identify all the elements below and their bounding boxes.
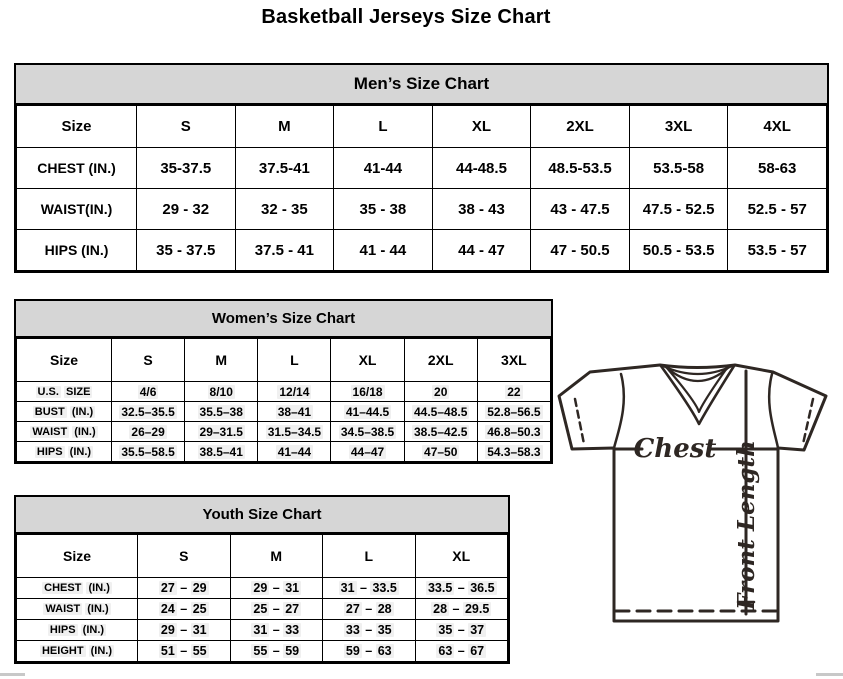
value-token: HIPS (49, 624, 76, 636)
value-token: 25 (192, 602, 207, 616)
value-cell: 29 – 31 (138, 620, 231, 641)
value-token: 55 (253, 644, 268, 658)
value-cell (331, 402, 404, 422)
value-cell (112, 422, 185, 442)
value-token: 26–29 (131, 424, 165, 439)
row-label (17, 620, 138, 641)
value-cell (477, 382, 550, 402)
value-cell: 47.5 - 52.5 (629, 189, 728, 230)
value-cell: 41-44 (334, 148, 433, 189)
value-cell: 35-37.5 (137, 148, 236, 189)
youth-size-chart (14, 495, 510, 664)
value-cell (331, 442, 404, 462)
value-cell (404, 422, 477, 442)
value-token: 38.5–41 (199, 444, 243, 459)
value-token: 31 (192, 623, 207, 637)
column-header: 3XL (629, 106, 728, 148)
value-token: 33.5 (427, 581, 453, 595)
column-header: Size (17, 106, 137, 148)
value-token: U.S. (37, 385, 59, 398)
value-cell (185, 422, 258, 442)
value-token: (IN.) (69, 445, 92, 458)
value-token: 33 (345, 623, 360, 637)
row-label: HIPS (IN.) (17, 230, 137, 271)
value-cell: 35 - 37.5 (137, 230, 236, 271)
mens-size-chart (14, 63, 829, 273)
value-cell: 53.5 - 57 (728, 230, 827, 271)
value-cell (112, 402, 185, 422)
value-token: 20 (434, 384, 448, 399)
value-cell (112, 442, 185, 462)
value-cell: 33.5 – 36.5 (415, 578, 508, 599)
value-token: 35 (438, 623, 453, 637)
value-token: 25 (253, 602, 268, 616)
value-cell (258, 402, 331, 422)
column-header: L (258, 339, 331, 382)
value-cell: 63 – 67 (415, 641, 508, 662)
value-token: 8/10 (209, 384, 233, 399)
value-token: 37 (470, 623, 485, 637)
value-token: (IN.) (90, 645, 112, 657)
row-label (17, 578, 138, 599)
row-label (17, 402, 112, 422)
value-cell: 35 - 38 (334, 189, 433, 230)
value-token: 28 (433, 602, 448, 616)
value-token: 4/6 (139, 384, 157, 399)
value-cell: 53.5-58 (629, 148, 728, 189)
value-cell (258, 442, 331, 462)
value-token: CHEST (44, 582, 82, 594)
value-cell: 31 – 33 (230, 620, 323, 641)
column-header: 4XL (728, 106, 827, 148)
value-token: 33.5 (372, 581, 397, 595)
value-token: 63 (438, 644, 453, 658)
column-header: Size (17, 339, 112, 382)
left-cuff-dashed-line (575, 399, 584, 444)
value-cell: 27 – 29 (138, 578, 231, 599)
womens-chart-table (16, 338, 551, 462)
value-cell: 58-63 (728, 148, 827, 189)
value-token: HIPS (36, 445, 63, 458)
value-token: WAIST (45, 603, 81, 615)
table-row (17, 422, 551, 442)
value-cell (185, 382, 258, 402)
value-token: (IN.) (74, 425, 96, 438)
value-token: 32.5–35.5 (121, 404, 175, 419)
value-token: 29 (253, 581, 268, 595)
value-cell: 55 – 59 (230, 641, 323, 662)
value-cell: 50.5 - 53.5 (629, 230, 728, 271)
value-token: 59 (345, 644, 360, 658)
value-cell: 29 – 31 (230, 578, 323, 599)
value-cell (404, 442, 477, 462)
value-token: (IN.) (88, 582, 110, 594)
right-armhole-seam (769, 374, 778, 448)
value-token: 38–41 (277, 404, 312, 419)
value-token: WAIST (32, 425, 68, 438)
table-row (17, 641, 508, 662)
column-header: 2XL (531, 106, 630, 148)
column-header: XL (415, 535, 508, 578)
jersey-measurement-diagram (557, 362, 843, 628)
youth-chart-title: Youth Size Chart (16, 497, 508, 534)
table-row (17, 148, 827, 189)
value-token: 36.5 (470, 581, 495, 595)
column-header: M (235, 106, 334, 148)
value-token: 35.5–58.5 (121, 444, 175, 459)
value-token: 27 (160, 581, 175, 595)
column-header: M (230, 535, 323, 578)
youth-chart-table (16, 534, 508, 662)
value-token: 41–44.5 (345, 404, 390, 419)
column-header: M (185, 339, 258, 382)
value-cell (185, 402, 258, 422)
value-token: 63 (377, 644, 392, 658)
value-cell (404, 382, 477, 402)
value-cell (185, 442, 258, 462)
value-token: 34.5–38.5 (340, 424, 395, 439)
row-label: CHEST (IN.) (17, 148, 137, 189)
value-token: 22 (507, 384, 521, 399)
value-cell: 59 – 63 (323, 641, 416, 662)
value-token: 35.5–38 (199, 404, 243, 419)
value-cell: 29 - 32 (137, 189, 236, 230)
column-header: XL (331, 339, 404, 382)
value-token: 31.5–34.5 (267, 424, 322, 439)
table-row (17, 578, 508, 599)
row-label (17, 641, 138, 662)
value-cell: 44 - 47 (432, 230, 531, 271)
value-token: 31 (285, 581, 300, 595)
row-label: WAIST(IN.) (17, 189, 137, 230)
value-token: 27 (345, 602, 360, 616)
column-header: L (334, 106, 433, 148)
value-cell: 37.5-41 (235, 148, 334, 189)
value-cell: 44-48.5 (432, 148, 531, 189)
row-label (17, 599, 138, 620)
value-cell (331, 422, 404, 442)
row-label (17, 382, 112, 402)
scrollbar-fragment-left[interactable] (0, 673, 25, 676)
value-cell: 33 – 35 (323, 620, 416, 641)
womens-size-chart (14, 299, 553, 464)
value-token: 52.8–56.5 (487, 404, 541, 419)
value-token: (IN.) (87, 603, 109, 615)
value-cell: 41 - 44 (334, 230, 433, 271)
value-cell: 27 – 28 (323, 599, 416, 620)
value-cell (258, 382, 331, 402)
value-token: 27 (285, 602, 300, 616)
men-grid (16, 105, 827, 271)
value-cell: 43 - 47.5 (531, 189, 630, 230)
value-token: 47–50 (424, 444, 458, 459)
column-header: XL (432, 106, 531, 148)
value-token: 28 (377, 602, 392, 616)
value-token: 29 (192, 581, 207, 595)
value-cell: 38 - 43 (432, 189, 531, 230)
mens-chart-title: Men’s Size Chart (16, 65, 827, 105)
value-cell: 32 - 35 (235, 189, 334, 230)
value-token: 31 (253, 623, 268, 637)
value-token: 29 (160, 623, 175, 637)
value-token: 44–47 (350, 444, 385, 459)
value-token: 67 (470, 644, 485, 658)
table-row (17, 442, 551, 462)
scrollbar-fragment-right[interactable] (816, 673, 843, 676)
value-token: 29–31.5 (199, 424, 243, 439)
value-token: 46.8–50.3 (487, 424, 541, 439)
column-header: L (323, 535, 416, 578)
value-token: 55 (192, 644, 207, 658)
table-row (17, 189, 827, 230)
value-cell (112, 382, 185, 402)
table-row (17, 382, 551, 402)
column-header: S (138, 535, 231, 578)
value-cell (477, 442, 550, 462)
left-armhole-seam (614, 374, 624, 448)
value-cell (477, 422, 550, 442)
value-cell: 35 – 37 (415, 620, 508, 641)
value-token: 33 (285, 623, 300, 637)
womens-chart-title: Women’s Size Chart (16, 301, 551, 338)
women-grid (16, 338, 551, 462)
value-cell (404, 402, 477, 422)
table-row (17, 599, 508, 620)
value-cell: 25 – 27 (230, 599, 323, 620)
jersey-outline-path (559, 365, 826, 621)
value-token: 44.5–48.5 (414, 404, 468, 419)
value-cell (258, 422, 331, 442)
value-cell: 28 – 29.5 (415, 599, 508, 620)
table-row (17, 230, 827, 271)
table-row (17, 620, 508, 641)
value-cell (477, 402, 550, 422)
youth-grid (16, 534, 508, 662)
value-token: 51 (160, 644, 175, 658)
value-token: 24 (160, 602, 175, 616)
column-header: 2XL (404, 339, 477, 382)
chest-label: Chest (633, 434, 717, 464)
value-cell: 24 – 25 (138, 599, 231, 620)
value-token: (IN.) (82, 624, 105, 636)
value-cell: 47 - 50.5 (531, 230, 630, 271)
column-header: 3XL (477, 339, 550, 382)
value-cell (331, 382, 404, 402)
value-token: BUST (34, 405, 65, 418)
value-cell: 31 – 33.5 (323, 578, 416, 599)
value-cell: 52.5 - 57 (728, 189, 827, 230)
value-cell: 37.5 - 41 (235, 230, 334, 271)
row-label (17, 442, 112, 462)
column-header: Size (17, 535, 138, 578)
value-cell: 51 – 55 (138, 641, 231, 662)
mens-chart-table (16, 105, 827, 271)
value-token: 41–44 (277, 444, 312, 459)
value-token: 16/18 (352, 384, 383, 399)
value-token: 38.5–42.5 (414, 424, 468, 439)
front-length-label: Front Length (733, 440, 760, 610)
column-header: S (137, 106, 236, 148)
column-header: S (112, 339, 185, 382)
value-token: 59 (285, 644, 300, 658)
page-title: Basketball Jerseys Size Chart (261, 6, 551, 28)
row-label (17, 422, 112, 442)
table-row (17, 402, 551, 422)
value-token: (IN.) (71, 405, 94, 418)
value-token: 31 (340, 581, 355, 595)
value-token: 12/14 (279, 384, 310, 399)
value-token: 29.5 (464, 602, 490, 616)
value-token: 35 (377, 623, 392, 637)
value-token: SIZE (66, 385, 91, 398)
value-token: HEIGHT (41, 645, 84, 657)
value-token: 54.3–58.3 (487, 444, 541, 459)
value-cell: 48.5-53.5 (531, 148, 630, 189)
